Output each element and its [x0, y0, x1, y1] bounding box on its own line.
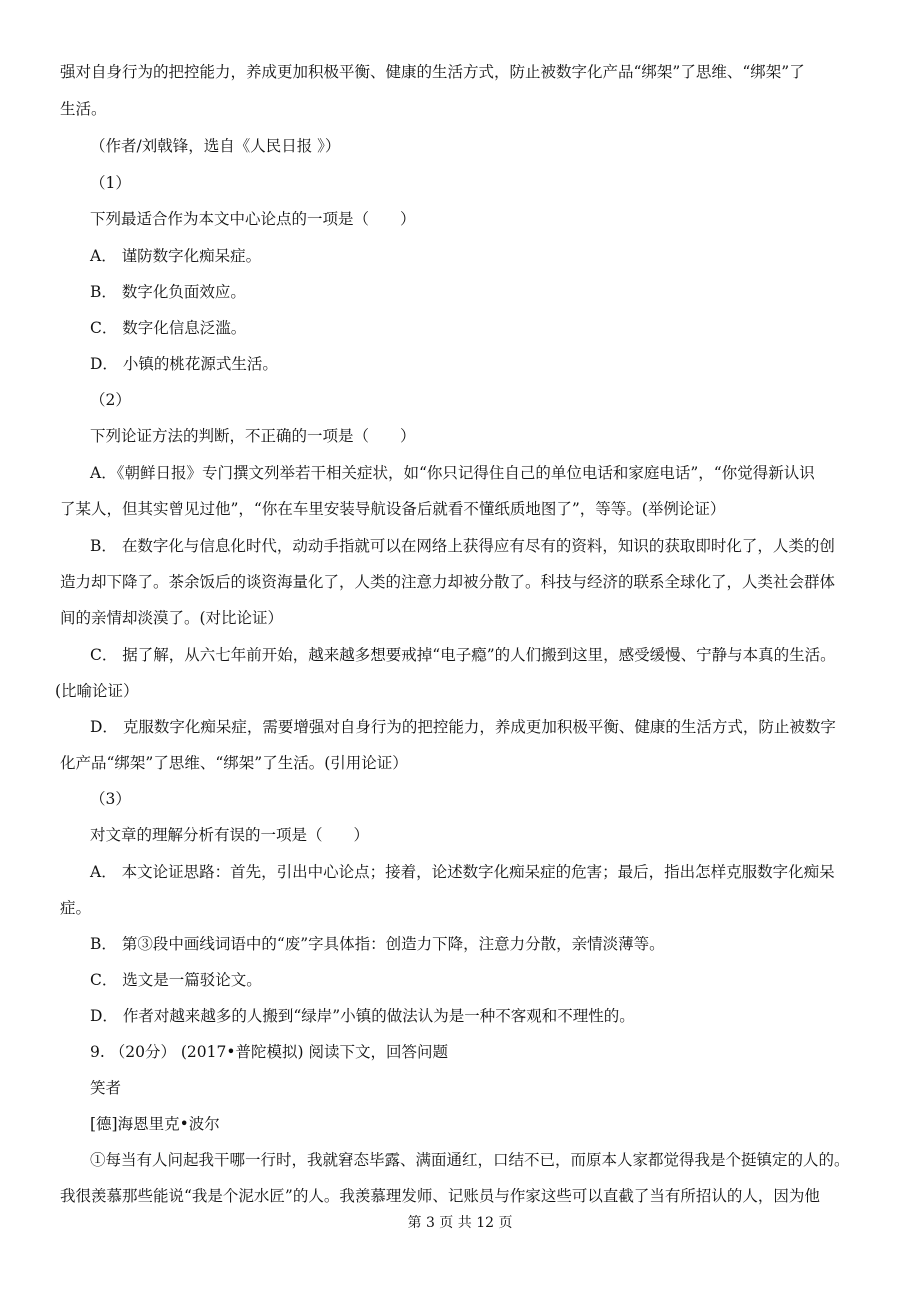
- question-number: （3）: [90, 790, 131, 808]
- option-c: C． 选文是一篇驳论文。: [90, 971, 262, 989]
- question-stem: 下列最适合作为本文中心论点的一项是（ ）: [90, 210, 416, 228]
- question-stem: 对文章的理解分析有误的一项是（ ）: [90, 826, 370, 844]
- option-c: C． 据了解，从六七年前开始，越来越多想要戒掉“电子瘾”的人们搬到这里，感受缓慢、宁静与本真的生活。: [90, 646, 836, 664]
- option-d: D． 小镇的桃花源式生活。: [90, 355, 278, 373]
- option-b: B． 在数字化与信息化时代，动动手指就可以在网络上获得应有尽有的资料，知识的获取即时化了，人类的创: [90, 537, 835, 555]
- option-c-continued: (比喻论证）: [55, 682, 139, 700]
- passage-title: 笑者: [90, 1079, 122, 1097]
- option-a-continued: 了某人，但其实曾见过他”，“你在车里安装导航设备后就看不懂纸质地图了”，等等。(举例论证）: [60, 500, 726, 518]
- option-b: B． 数字化负面效应。: [90, 283, 246, 301]
- question-header: 9. （20分） (2017•普陀模拟) 阅读下文，回答问题: [90, 1043, 448, 1061]
- option-a: A． 谨防数字化痴呆症。: [90, 247, 262, 265]
- question-stem: 下列论证方法的判断，不正确的一项是（ ）: [90, 427, 416, 445]
- passage-paragraph-continued: 我很羡慕那些能说“我是个泥水匠”的人。我羡慕理发师、记账员与作家这些可以直截了当有所招认的人，因为他: [60, 1187, 820, 1205]
- source-line: （作者/刘戟锋，选自《人民日报 》）: [90, 137, 341, 155]
- option-b: B． 第③段中画线词语中的“废”字具体指：创造力下降，注意力分散，亲情淡薄等。: [90, 935, 665, 953]
- option-b-continued: 造力却下降了。茶余饭后的谈资海量化了，人类的注意力却被分散了。科技与经济的联系全球化了，人类社会群体: [60, 573, 836, 591]
- option-a-continued: 症。: [60, 899, 92, 917]
- option-a: A．《朝鲜日报》专门撰文列举若干相关症状，如“你只记得住自己的单位电话和家庭电话”，“你觉得新认识: [90, 464, 815, 482]
- option-b-continued: 间的亲情却淡漠了。(对比论证）: [60, 609, 284, 627]
- option-c: C． 数字化信息泛滥。: [90, 319, 247, 337]
- page-footer: 第 3 页 共 12 页: [407, 1215, 513, 1231]
- question-number: （2）: [90, 391, 131, 409]
- text-line: 强对自身行为的把控能力，养成更加积极平衡、健康的生活方式，防止被数字化产品“绑架”了思维、“绑架”了: [60, 63, 805, 81]
- option-a: A． 本文论证思路：首先，引出中心论点；接着，论述数字化痴呆症的危害；最后，指出怎样克服数字化痴呆: [90, 863, 835, 881]
- option-d-continued: 化产品“绑架”了思维、“绑架”了生活。(引用论证）: [60, 754, 408, 772]
- passage-paragraph: ①每当有人问起我干哪一行时，我就窘态毕露、满面通红，口结不已，而原本人家都觉得我是个挺镇定的人的。: [90, 1151, 850, 1169]
- option-d: D． 克服数字化痴呆症，需要增强对自身行为的把控能力，养成更加积极平衡、健康的生活方式，防止被数字: [90, 718, 836, 736]
- text-line: 生活。: [60, 100, 107, 118]
- question-number: （1）: [90, 174, 131, 192]
- passage-author: [德]海恩里克•波尔: [90, 1115, 220, 1133]
- option-d: D． 作者对越来越多的人搬到“绿岸”小镇的做法认为是一种不客观和不理性的。: [90, 1007, 635, 1025]
